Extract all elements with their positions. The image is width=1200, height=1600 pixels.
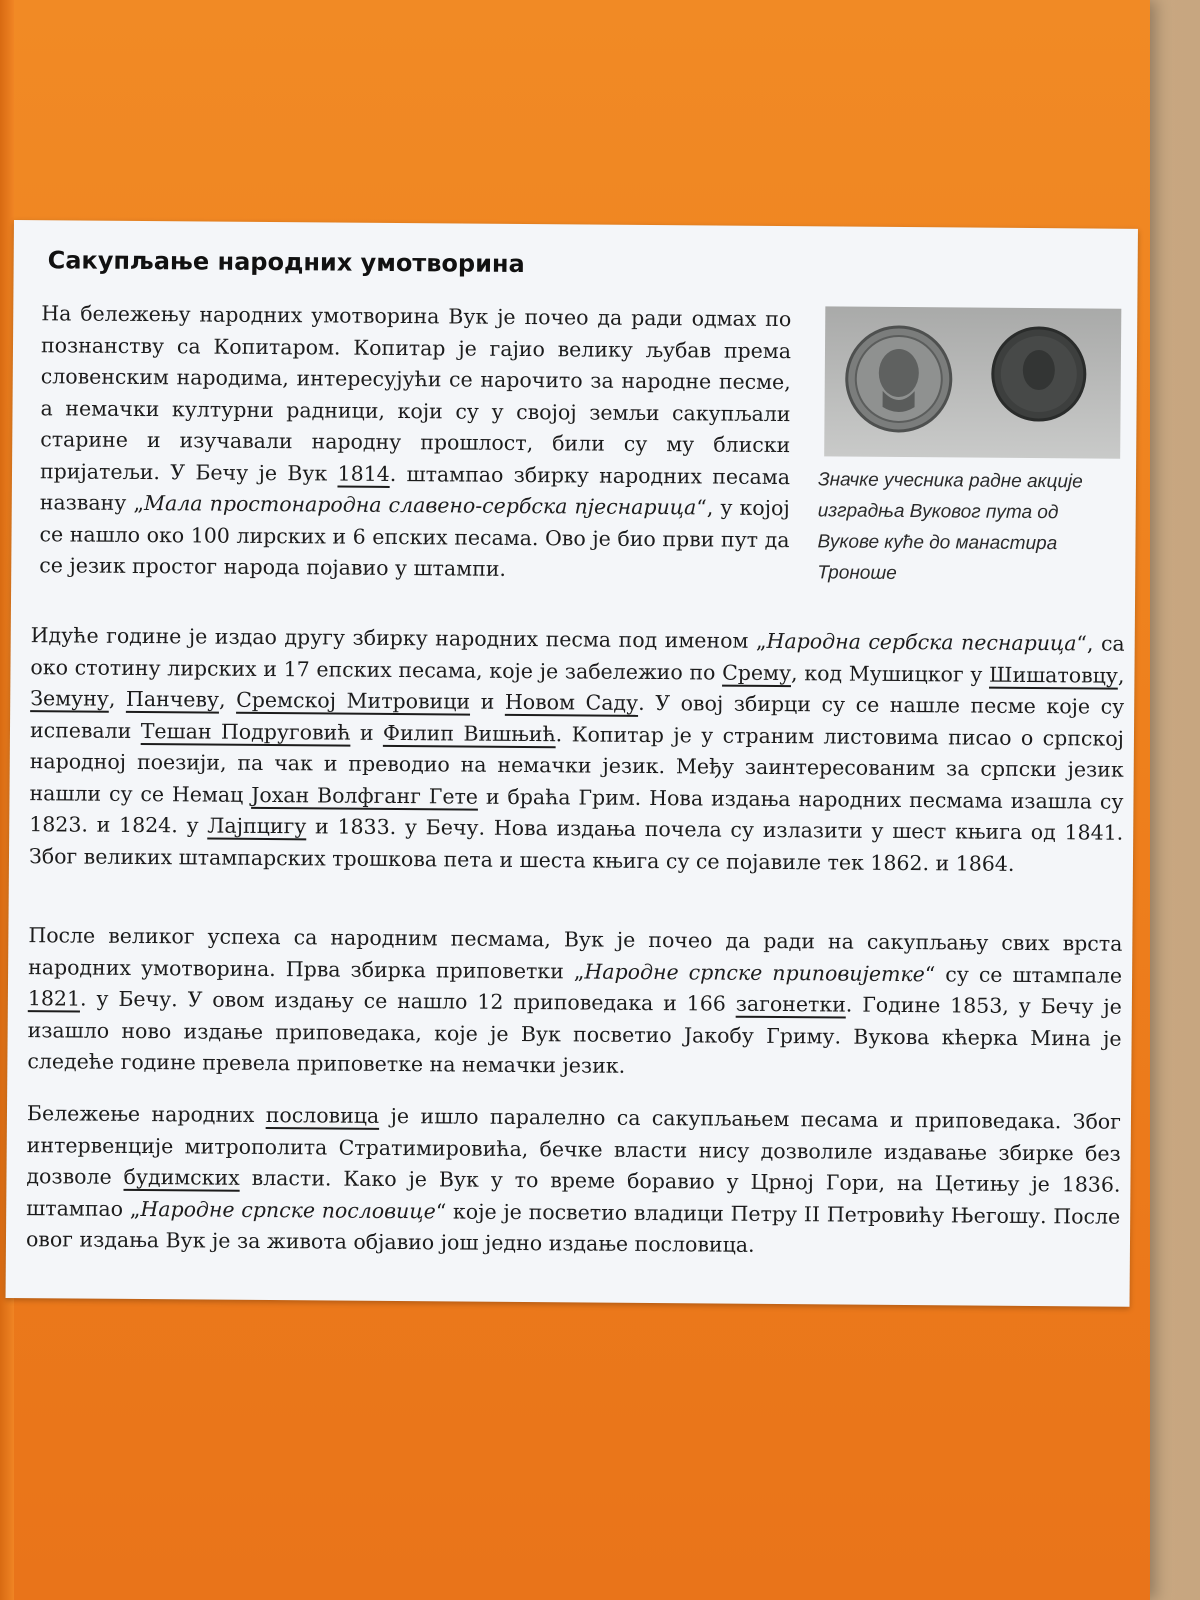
text: , код Мушицког у: [791, 660, 990, 687]
underlined-term: 1814: [337, 461, 390, 486]
text: На бележењу народних умотворина Вук је почео да ради одмах по познанству са Копитаром. Копитар је гајио велику љубав према словенским народима, интересујући се нарочито за народне песме, а немачки културни радници, који су у својој земљи сакупљали старине и изучавали народну прошлост, били су му блиски пријатељи. У Бечу је Вук: [39, 301, 792, 486]
text: и браћа Грим. Нова издања народних песмама изашла су 1823. и 1824. у: [29, 784, 1124, 838]
text: ,: [1117, 663, 1125, 688]
underlined-term: Земуну: [30, 686, 109, 711]
underlined-term: загонетки: [735, 991, 846, 1017]
text: . У овој збирци су се нашле песме које су испевали: [29, 690, 1125, 743]
text: “ су се штампале: [924, 961, 1123, 988]
underlined-term: Сремској Митровици: [236, 687, 471, 714]
underlined-term: Шишатовцу: [989, 662, 1119, 688]
text: После великог успеха са народним песмама, Вук је почео да ради на сакупљању свих врста народних умотворина. Прва збирка приповетки „: [28, 923, 1123, 984]
underlined-term: Филип Вишњић: [382, 720, 556, 746]
paragraph-3: [27, 920, 1122, 1086]
underlined-term: будимских: [123, 1164, 240, 1190]
text: . Године 1853, у Бечу је изашло ново издање приповедака, које је Вук посветио Јакобу Гриму. Вукова кћерка Мина је следеће године превела приповетке на немачки језик.: [27, 992, 1122, 1078]
underlined-term: Лајпцигу: [207, 813, 307, 839]
underlined-term: Јохан Волфганг Гете: [251, 782, 479, 809]
text: “, са око стотину лирских и 17 епских песама, које је забележио по: [30, 631, 1125, 685]
paragraph-2: [29, 620, 1125, 881]
underlined-term: Панчеву: [125, 686, 220, 712]
italic-title: Мала простонародна славено-сербска пјеснарица: [143, 491, 697, 520]
text: “, у којој се нашло око 100 лирских и 6 епских песама. Ово је био први пут да се језик простог народа појавио у штампи.: [39, 495, 790, 581]
italic-title: Народне српске приповијетке: [584, 959, 925, 986]
paragraph-1: [39, 298, 791, 587]
text: и 1833. у Бечу. Нова издања почела су излазити у шест књига од 1841. Због великих штампарских трошкова пета и шеста књига су се појавиле тек 1862. и 1864.: [28, 814, 1124, 876]
text: “ које је посветио владици Петру II Петровићу Његошу. После овог издања Вук је за живота објавио још једно издање пословица.: [25, 1198, 1121, 1257]
text: Идуће године је издао другу збирку народних песма под именом „: [30, 623, 767, 653]
text: и: [470, 689, 506, 714]
italic-title: Народна сербска песнарица: [766, 628, 1077, 656]
underlined-term: пословица: [265, 1103, 380, 1128]
badges-photo: [824, 306, 1121, 458]
text: и: [350, 720, 384, 745]
underlined-term: Срему: [722, 660, 792, 685]
underlined-term: 1821: [27, 986, 81, 1011]
text: Бележење народних: [26, 1101, 266, 1128]
page-title: Сакупљање народних умотворина: [47, 246, 525, 279]
printed-page: [6, 220, 1138, 1307]
underlined-term: Новом Саду: [504, 689, 639, 715]
text: ,: [218, 687, 237, 712]
badges-image: [824, 306, 1121, 458]
text: . Копитар је у страним листовима писао о српској народној поезији, па чак и преводио на немачки језик. Међу заинтересованим за српски језик нашли су се Немац: [29, 721, 1125, 807]
text: је ишло паралелно са сакупљањем песама и приповедака. Због интервенције митрополита Стратимировића, бечке власти нису дозволиле издавање збирке без дозволе: [26, 1103, 1122, 1189]
paragraph-4: [26, 1098, 1121, 1264]
text: власти. Како је Вук у то време боравио у Црној Гори, на Цетињу је 1836. штампао „: [26, 1165, 1121, 1221]
text: ,: [108, 686, 127, 711]
italic-title: Народне српске пословице: [140, 1196, 436, 1223]
photo-caption: Значке учесника радне акције изградња Вуковог пута од Вукове куће до манастира Троноше: [817, 469, 1083, 584]
text: . штампао збирку народних песама названу „: [39, 461, 791, 516]
text: . у Бечу. У овом издању се нашло 12 приповедака и 166: [79, 986, 736, 1016]
underlined-term: Тешан Подруговић: [140, 718, 351, 745]
